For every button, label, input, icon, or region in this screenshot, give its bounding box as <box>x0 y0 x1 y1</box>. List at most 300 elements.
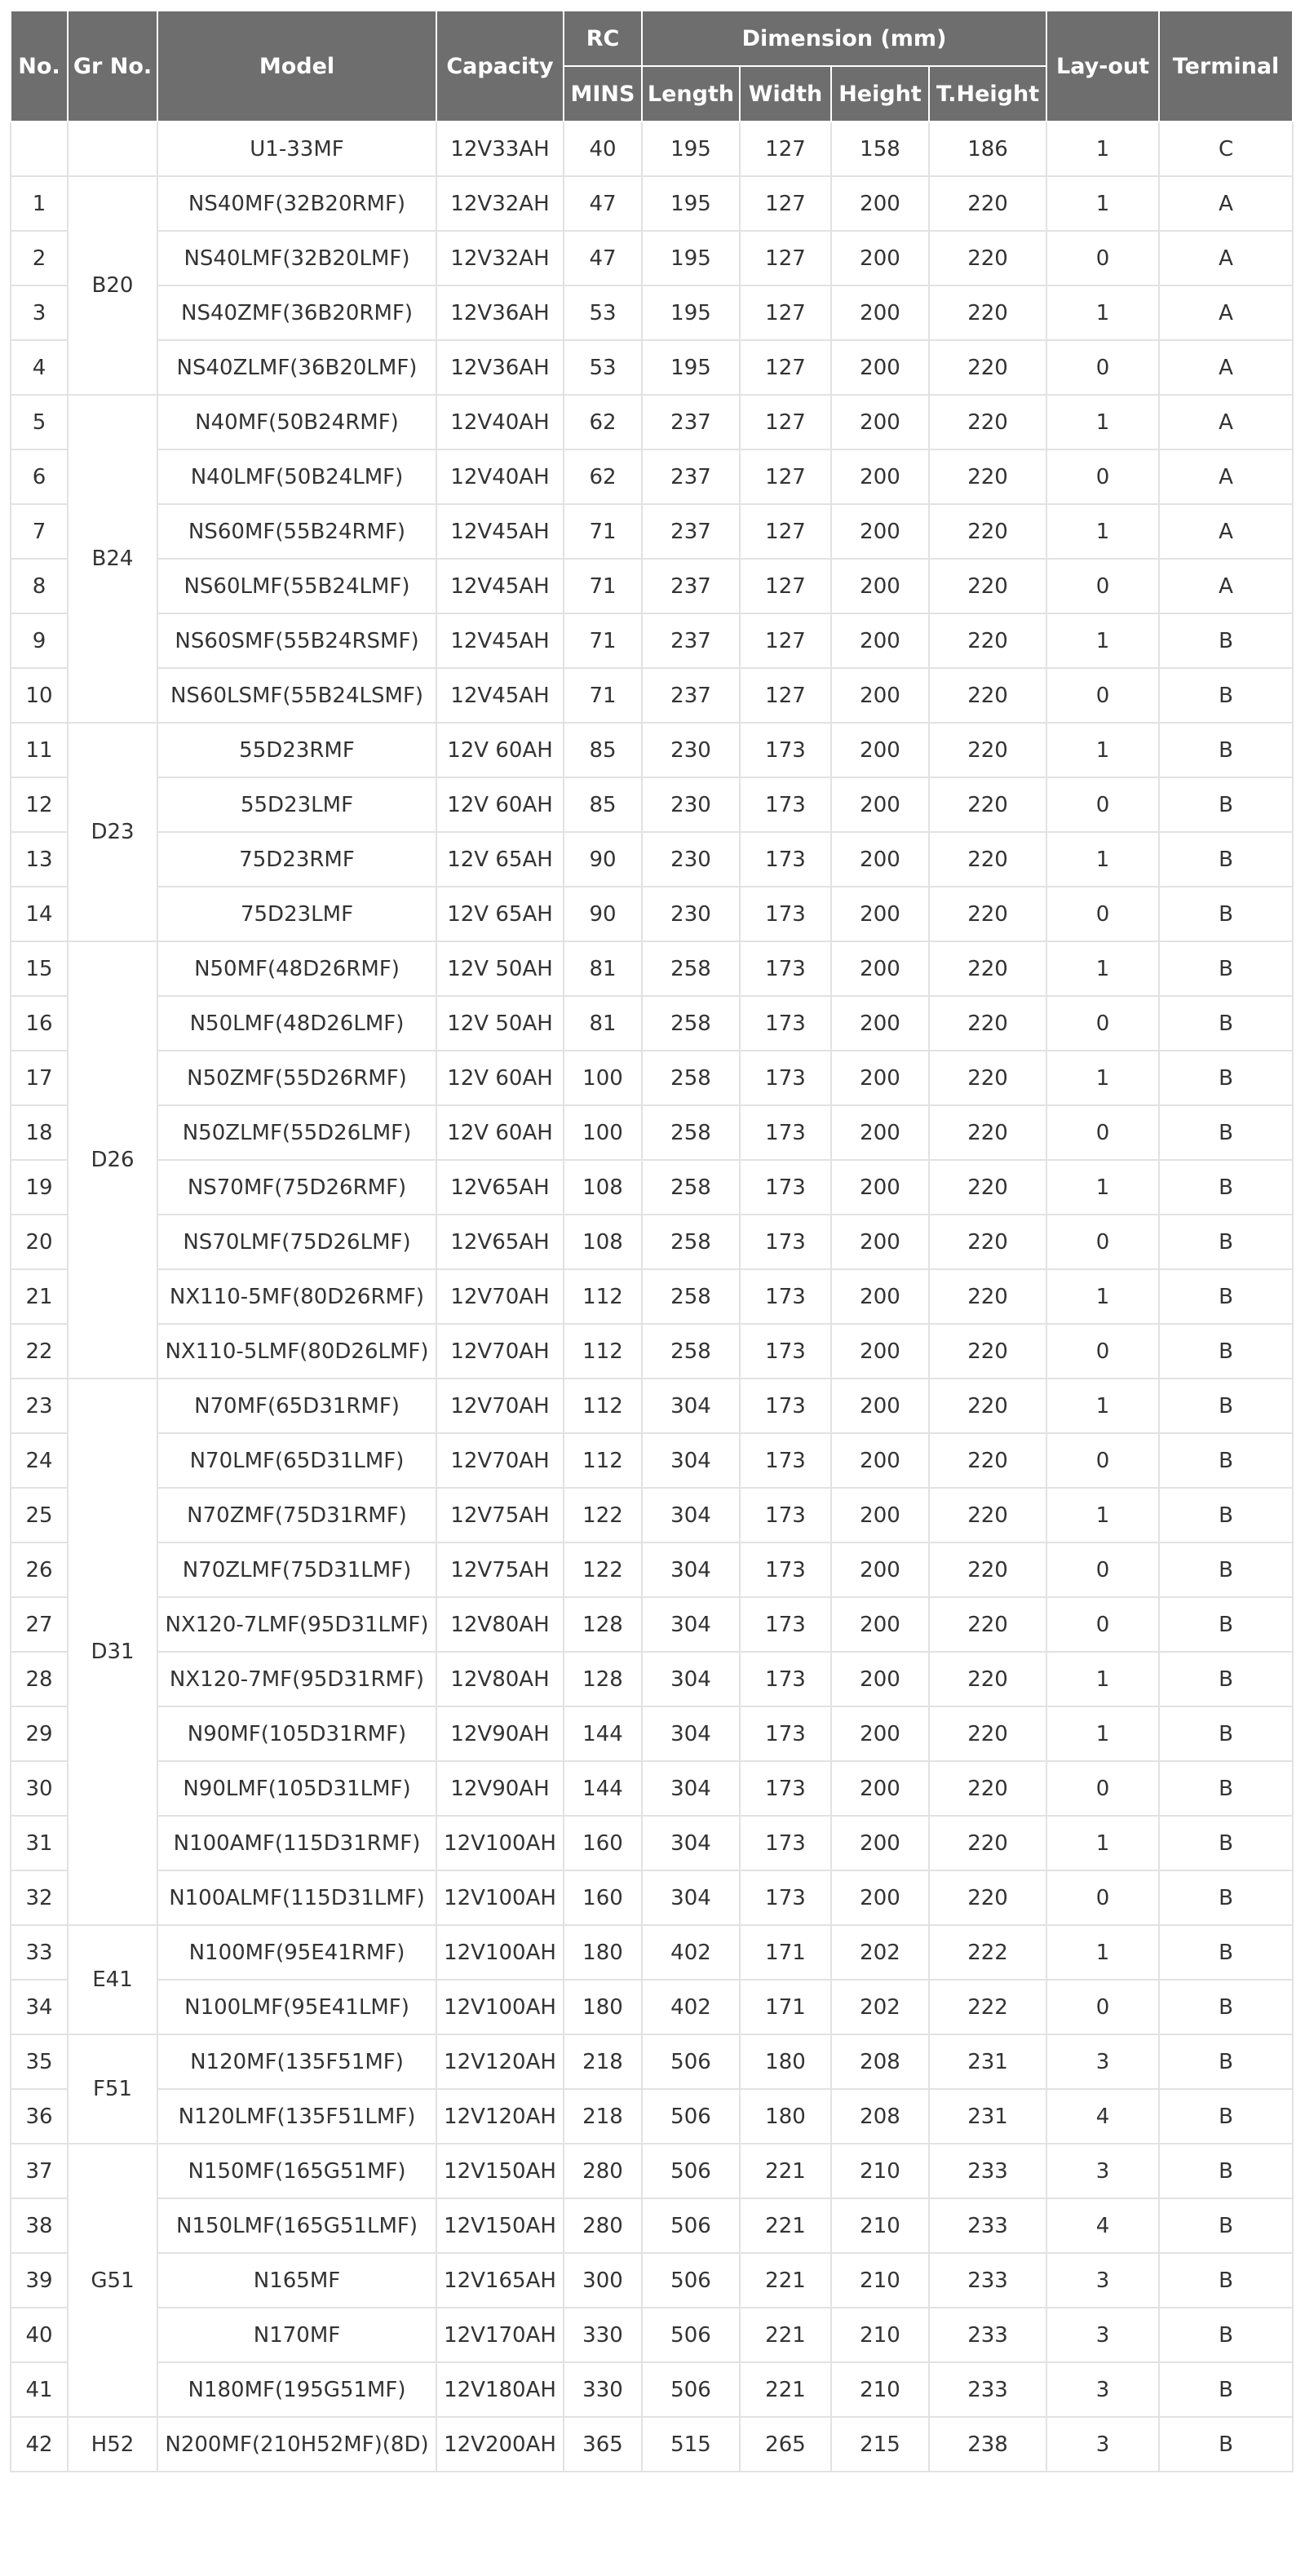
cell-layout: 0 <box>1046 1215 1159 1269</box>
cell-width: 173 <box>740 723 831 777</box>
cell-t-height: 220 <box>929 1597 1046 1652</box>
cell-no: 29 <box>11 1706 68 1761</box>
cell-t-height: 222 <box>929 1980 1046 2034</box>
cell-rc: 330 <box>564 2308 642 2362</box>
cell-no: 8 <box>11 559 68 613</box>
cell-rc: 160 <box>564 1870 642 1925</box>
cell-model: NS60LMF(55B24LMF) <box>157 559 436 613</box>
cell-height: 200 <box>831 832 929 887</box>
cell-height: 200 <box>831 723 929 777</box>
cell-model: NS40ZMF(36B20RMF) <box>157 285 436 340</box>
header-rc: RC <box>564 11 642 66</box>
cell-layout: 1 <box>1046 1379 1159 1433</box>
table-row <box>11 559 1293 613</box>
cell-rc: 300 <box>564 2253 642 2308</box>
cell-terminal: B <box>1159 2308 1293 2362</box>
cell-model: 55D23LMF <box>157 777 436 832</box>
cell-terminal: B <box>1159 2362 1293 2417</box>
cell-width: 173 <box>740 1051 831 1105</box>
cell-terminal: B <box>1159 1105 1293 1160</box>
cell-rc: 90 <box>564 887 642 941</box>
cell-layout: 0 <box>1046 1543 1159 1597</box>
cell-length: 237 <box>642 449 740 504</box>
cell-no: 5 <box>11 395 68 449</box>
cell-height: 208 <box>831 2089 929 2144</box>
cell-width: 173 <box>740 1652 831 1706</box>
table-row <box>11 1652 1293 1706</box>
cell-height: 200 <box>831 559 929 613</box>
cell-length: 506 <box>642 2253 740 2308</box>
cell-terminal: B <box>1159 2144 1293 2198</box>
cell-layout: 0 <box>1046 887 1159 941</box>
cell-model: N120LMF(135F51LMF) <box>157 2089 436 2144</box>
cell-height: 200 <box>831 1706 929 1761</box>
cell-length: 237 <box>642 613 740 668</box>
cell-capacity: 12V70AH <box>436 1433 564 1488</box>
cell-height: 200 <box>831 1379 929 1433</box>
cell-model: N120MF(135F51MF) <box>157 2034 436 2089</box>
cell-t-height: 231 <box>929 2089 1046 2144</box>
cell-length: 258 <box>642 941 740 996</box>
cell-terminal: B <box>1159 668 1293 723</box>
cell-t-height: 220 <box>929 723 1046 777</box>
cell-t-height: 220 <box>929 340 1046 395</box>
cell-length: 506 <box>642 2308 740 2362</box>
cell-terminal: B <box>1159 1652 1293 1706</box>
cell-layout: 0 <box>1046 668 1159 723</box>
cell-rc: 71 <box>564 504 642 559</box>
cell-rc: 218 <box>564 2089 642 2144</box>
cell-group: H52 <box>68 2417 157 2472</box>
header-dimension: Dimension (mm) <box>642 11 1046 66</box>
cell-model: N165MF <box>157 2253 436 2308</box>
table-row <box>11 613 1293 668</box>
cell-length: 230 <box>642 777 740 832</box>
cell-height: 210 <box>831 2198 929 2253</box>
cell-width: 173 <box>740 1105 831 1160</box>
cell-layout: 1 <box>1046 723 1159 777</box>
header-width: Width <box>740 66 831 122</box>
cell-capacity: 12V90AH <box>436 1706 564 1761</box>
cell-capacity: 12V100AH <box>436 1870 564 1925</box>
cell-t-height: 220 <box>929 941 1046 996</box>
cell-group: D31 <box>68 1379 157 1925</box>
cell-rc: 112 <box>564 1324 642 1379</box>
cell-height: 200 <box>831 1543 929 1597</box>
cell-width: 173 <box>740 1597 831 1652</box>
cell-model: 75D23RMF <box>157 832 436 887</box>
cell-width: 221 <box>740 2253 831 2308</box>
cell-model: NS60SMF(55B24RSMF) <box>157 613 436 668</box>
cell-t-height: 220 <box>929 1324 1046 1379</box>
cell-length: 506 <box>642 2089 740 2144</box>
cell-width: 127 <box>740 449 831 504</box>
cell-capacity: 12V 60AH <box>436 777 564 832</box>
cell-terminal: B <box>1159 2253 1293 2308</box>
cell-no: 7 <box>11 504 68 559</box>
cell-length: 258 <box>642 1215 740 1269</box>
cell-t-height: 220 <box>929 1488 1046 1543</box>
cell-t-height: 220 <box>929 559 1046 613</box>
cell-width: 173 <box>740 1816 831 1870</box>
cell-width: 221 <box>740 2144 831 2198</box>
cell-capacity: 12V 50AH <box>436 941 564 996</box>
cell-t-height: 233 <box>929 2308 1046 2362</box>
cell-no: 38 <box>11 2198 68 2253</box>
cell-height: 200 <box>831 1597 929 1652</box>
cell-layout: 0 <box>1046 559 1159 613</box>
battery-spec-table <box>10 10 1294 2472</box>
cell-length: 258 <box>642 1269 740 1324</box>
cell-terminal: B <box>1159 2198 1293 2253</box>
header-no: No. <box>11 11 68 122</box>
cell-capacity: 12V32AH <box>436 176 564 231</box>
cell-rc: 108 <box>564 1215 642 1269</box>
table-row <box>11 176 1293 231</box>
table-row <box>11 340 1293 395</box>
cell-height: 200 <box>831 1870 929 1925</box>
cell-model: N70LMF(65D31LMF) <box>157 1433 436 1488</box>
cell-model: U1-33MF <box>157 122 436 176</box>
cell-t-height: 220 <box>929 1652 1046 1706</box>
cell-rc: 122 <box>564 1543 642 1597</box>
cell-capacity: 12V45AH <box>436 559 564 613</box>
cell-t-height: 220 <box>929 1870 1046 1925</box>
cell-width: 127 <box>740 285 831 340</box>
table-row <box>11 1925 1293 1980</box>
cell-length: 230 <box>642 723 740 777</box>
cell-height: 200 <box>831 1160 929 1215</box>
cell-model: 55D23RMF <box>157 723 436 777</box>
cell-layout: 1 <box>1046 1051 1159 1105</box>
table-body <box>11 122 1293 2472</box>
cell-layout: 0 <box>1046 340 1159 395</box>
cell-width: 173 <box>740 1543 831 1597</box>
cell-length: 304 <box>642 1433 740 1488</box>
cell-layout: 3 <box>1046 2308 1159 2362</box>
cell-capacity: 12V170AH <box>436 2308 564 2362</box>
cell-width: 127 <box>740 504 831 559</box>
cell-t-height: 220 <box>929 1105 1046 1160</box>
cell-no: 11 <box>11 723 68 777</box>
cell-terminal: B <box>1159 1980 1293 2034</box>
cell-rc: 112 <box>564 1433 642 1488</box>
cell-rc: 218 <box>564 2034 642 2089</box>
cell-height: 200 <box>831 1761 929 1816</box>
cell-layout: 0 <box>1046 1105 1159 1160</box>
cell-layout: 0 <box>1046 777 1159 832</box>
cell-no: 15 <box>11 941 68 996</box>
cell-height: 210 <box>831 2144 929 2198</box>
cell-model: NS70MF(75D26RMF) <box>157 1160 436 1215</box>
cell-terminal: B <box>1159 1379 1293 1433</box>
cell-height: 200 <box>831 176 929 231</box>
cell-length: 237 <box>642 559 740 613</box>
cell-no: 41 <box>11 2362 68 2417</box>
table-row <box>11 832 1293 887</box>
cell-model: N200MF(210H52MF)(8D) <box>157 2417 436 2472</box>
cell-model: NS40LMF(32B20LMF) <box>157 231 436 285</box>
cell-rc: 81 <box>564 996 642 1051</box>
cell-model: NS70LMF(75D26LMF) <box>157 1215 436 1269</box>
cell-terminal: A <box>1159 449 1293 504</box>
cell-capacity: 12V150AH <box>436 2144 564 2198</box>
cell-layout: 4 <box>1046 2089 1159 2144</box>
cell-no: 36 <box>11 2089 68 2144</box>
cell-width: 171 <box>740 1980 831 2034</box>
cell-capacity: 12V 60AH <box>436 1105 564 1160</box>
cell-t-height: 222 <box>929 1925 1046 1980</box>
cell-length: 506 <box>642 2144 740 2198</box>
cell-rc: 365 <box>564 2417 642 2472</box>
cell-length: 304 <box>642 1379 740 1433</box>
cell-width: 180 <box>740 2034 831 2089</box>
cell-height: 200 <box>831 1488 929 1543</box>
cell-no: 4 <box>11 340 68 395</box>
cell-layout: 3 <box>1046 2034 1159 2089</box>
cell-no: 10 <box>11 668 68 723</box>
table-row <box>11 504 1293 559</box>
cell-group: E41 <box>68 1925 157 2034</box>
cell-length: 304 <box>642 1597 740 1652</box>
table-row <box>11 1160 1293 1215</box>
cell-capacity: 12V80AH <box>436 1652 564 1706</box>
table-row <box>11 2253 1293 2308</box>
cell-model: N70ZMF(75D31RMF) <box>157 1488 436 1543</box>
cell-width: 173 <box>740 1324 831 1379</box>
cell-width: 127 <box>740 231 831 285</box>
cell-capacity: 12V165AH <box>436 2253 564 2308</box>
table-row <box>11 1324 1293 1379</box>
cell-layout: 1 <box>1046 941 1159 996</box>
cell-model: N100AMF(115D31RMF) <box>157 1816 436 1870</box>
cell-height: 210 <box>831 2362 929 2417</box>
table-row <box>11 1488 1293 1543</box>
cell-capacity: 12V90AH <box>436 1761 564 1816</box>
cell-layout: 1 <box>1046 176 1159 231</box>
table-header <box>11 11 1293 122</box>
cell-terminal: B <box>1159 1597 1293 1652</box>
cell-capacity: 12V75AH <box>436 1488 564 1543</box>
header-length: Length <box>642 66 740 122</box>
cell-rc: 62 <box>564 395 642 449</box>
cell-no: 24 <box>11 1433 68 1488</box>
cell-terminal: A <box>1159 176 1293 231</box>
cell-terminal: B <box>1159 1215 1293 1269</box>
cell-terminal: B <box>1159 1925 1293 1980</box>
cell-rc: 100 <box>564 1105 642 1160</box>
cell-length: 258 <box>642 1051 740 1105</box>
cell-terminal: B <box>1159 1433 1293 1488</box>
cell-height: 210 <box>831 2308 929 2362</box>
cell-rc: 122 <box>564 1488 642 1543</box>
cell-capacity: 12V32AH <box>436 231 564 285</box>
table-row <box>11 2034 1293 2089</box>
cell-layout: 3 <box>1046 2144 1159 2198</box>
cell-length: 258 <box>642 996 740 1051</box>
cell-layout: 0 <box>1046 1433 1159 1488</box>
cell-layout: 1 <box>1046 1160 1159 1215</box>
cell-group: B24 <box>68 395 157 723</box>
table-row <box>11 1105 1293 1160</box>
cell-rc: 53 <box>564 340 642 395</box>
cell-height: 200 <box>831 887 929 941</box>
header-terminal: Terminal <box>1159 11 1293 122</box>
cell-layout: 1 <box>1046 613 1159 668</box>
cell-length: 304 <box>642 1652 740 1706</box>
table-row <box>11 449 1293 504</box>
cell-capacity: 12V 60AH <box>436 723 564 777</box>
cell-capacity: 12V36AH <box>436 340 564 395</box>
cell-height: 200 <box>831 613 929 668</box>
cell-length: 230 <box>642 887 740 941</box>
cell-model: NS40ZLMF(36B20LMF) <box>157 340 436 395</box>
cell-model: N40LMF(50B24LMF) <box>157 449 436 504</box>
cell-layout: 1 <box>1046 1706 1159 1761</box>
cell-t-height: 220 <box>929 668 1046 723</box>
cell-height: 200 <box>831 285 929 340</box>
cell-terminal: A <box>1159 395 1293 449</box>
cell-model: N50MF(48D26RMF) <box>157 941 436 996</box>
table-row <box>11 1215 1293 1269</box>
cell-width: 265 <box>740 2417 831 2472</box>
cell-width: 180 <box>740 2089 831 2144</box>
cell-model: 75D23LMF <box>157 887 436 941</box>
cell-height: 200 <box>831 777 929 832</box>
cell-t-height: 233 <box>929 2362 1046 2417</box>
cell-no: 34 <box>11 1980 68 2034</box>
cell-no: 9 <box>11 613 68 668</box>
cell-no: 18 <box>11 1105 68 1160</box>
cell-terminal: B <box>1159 1488 1293 1543</box>
cell-length: 195 <box>642 176 740 231</box>
cell-terminal: B <box>1159 1816 1293 1870</box>
cell-layout: 1 <box>1046 1816 1159 1870</box>
cell-model: NX110-5LMF(80D26LMF) <box>157 1324 436 1379</box>
cell-rc: 112 <box>564 1379 642 1433</box>
cell-terminal: B <box>1159 832 1293 887</box>
cell-layout: 1 <box>1046 1652 1159 1706</box>
table-row <box>11 2144 1293 2198</box>
cell-capacity: 12V70AH <box>436 1379 564 1433</box>
cell-group: B20 <box>68 176 157 395</box>
table-row <box>11 668 1293 723</box>
header-model: Model <box>157 11 436 122</box>
cell-width: 173 <box>740 1761 831 1816</box>
cell-length: 237 <box>642 668 740 723</box>
cell-rc: 180 <box>564 1925 642 1980</box>
cell-width: 127 <box>740 176 831 231</box>
cell-length: 402 <box>642 1925 740 1980</box>
cell-rc: 85 <box>564 777 642 832</box>
cell-t-height: 220 <box>929 395 1046 449</box>
cell-length: 304 <box>642 1761 740 1816</box>
cell-no: 39 <box>11 2253 68 2308</box>
cell-t-height: 238 <box>929 2417 1046 2472</box>
cell-layout: 1 <box>1046 122 1159 176</box>
header-height: Height <box>831 66 929 122</box>
cell-capacity: 12V65AH <box>436 1160 564 1215</box>
cell-layout: 1 <box>1046 1488 1159 1543</box>
cell-no: 25 <box>11 1488 68 1543</box>
cell-length: 304 <box>642 1816 740 1870</box>
cell-length: 506 <box>642 2034 740 2089</box>
table-row <box>11 395 1293 449</box>
cell-terminal: B <box>1159 941 1293 996</box>
table-row <box>11 1980 1293 2034</box>
cell-capacity: 12V75AH <box>436 1543 564 1597</box>
cell-no: 16 <box>11 996 68 1051</box>
cell-width: 173 <box>740 996 831 1051</box>
cell-model: N150LMF(165G51LMF) <box>157 2198 436 2253</box>
cell-capacity: 12V100AH <box>436 1980 564 2034</box>
cell-height: 215 <box>831 2417 929 2472</box>
table-row <box>11 1706 1293 1761</box>
cell-length: 304 <box>642 1706 740 1761</box>
cell-t-height: 220 <box>929 1816 1046 1870</box>
cell-height: 200 <box>831 668 929 723</box>
cell-layout: 0 <box>1046 1870 1159 1925</box>
cell-rc: 128 <box>564 1597 642 1652</box>
cell-rc: 71 <box>564 668 642 723</box>
cell-capacity: 12V 65AH <box>436 832 564 887</box>
cell-capacity: 12V100AH <box>436 1816 564 1870</box>
cell-t-height: 220 <box>929 1543 1046 1597</box>
cell-width: 221 <box>740 2308 831 2362</box>
table-row <box>11 2417 1293 2472</box>
cell-height: 158 <box>831 122 929 176</box>
cell-length: 304 <box>642 1870 740 1925</box>
table-row <box>11 1379 1293 1433</box>
cell-terminal: B <box>1159 887 1293 941</box>
cell-rc: 90 <box>564 832 642 887</box>
cell-rc: 47 <box>564 231 642 285</box>
cell-capacity: 12V100AH <box>436 1925 564 1980</box>
cell-terminal: A <box>1159 504 1293 559</box>
table-row <box>11 1051 1293 1105</box>
cell-terminal: B <box>1159 1761 1293 1816</box>
cell-no: 12 <box>11 777 68 832</box>
cell-t-height: 220 <box>929 613 1046 668</box>
cell-length: 506 <box>642 2198 740 2253</box>
cell-height: 202 <box>831 1925 929 1980</box>
cell-no: 33 <box>11 1925 68 1980</box>
cell-group: D26 <box>68 941 157 1379</box>
cell-terminal: A <box>1159 231 1293 285</box>
cell-capacity: 12V65AH <box>436 1215 564 1269</box>
cell-layout: 3 <box>1046 2362 1159 2417</box>
cell-width: 173 <box>740 1160 831 1215</box>
cell-group: F51 <box>68 2034 157 2144</box>
cell-height: 200 <box>831 1324 929 1379</box>
cell-height: 200 <box>831 395 929 449</box>
cell-width: 173 <box>740 1379 831 1433</box>
cell-t-height: 220 <box>929 504 1046 559</box>
cell-t-height: 233 <box>929 2198 1046 2253</box>
cell-model: N50ZMF(55D26RMF) <box>157 1051 436 1105</box>
cell-width: 127 <box>740 668 831 723</box>
cell-capacity: 12V180AH <box>436 2362 564 2417</box>
header-layout: Lay-out <box>1046 11 1159 122</box>
cell-layout: 1 <box>1046 504 1159 559</box>
cell-no: 37 <box>11 2144 68 2198</box>
cell-layout: 1 <box>1046 395 1159 449</box>
cell-layout: 1 <box>1046 1925 1159 1980</box>
header-t-height: T.Height <box>929 66 1046 122</box>
cell-model: N180MF(195G51MF) <box>157 2362 436 2417</box>
cell-layout: 0 <box>1046 449 1159 504</box>
table-row <box>11 777 1293 832</box>
